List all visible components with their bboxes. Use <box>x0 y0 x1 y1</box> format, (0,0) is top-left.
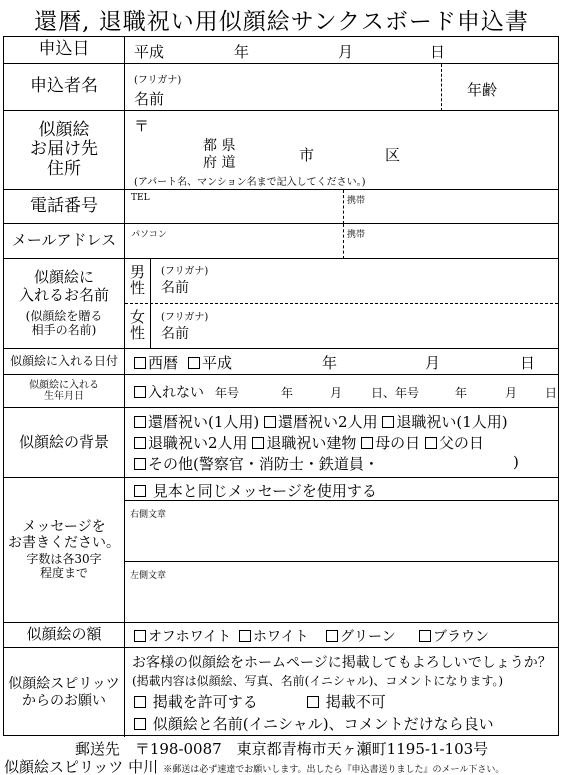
application-date-row <box>4 37 558 64</box>
left-message-label: 左側文章 <box>130 571 167 581</box>
application-date-label: 申込日 <box>4 37 125 63</box>
background-options <box>125 408 558 477</box>
m1-text: 月 <box>330 386 343 400</box>
frame-row <box>4 623 558 648</box>
bg-option-label: 還暦祝い(1人用) <box>148 413 260 431</box>
frame-green-checkbox[interactable] <box>326 626 396 646</box>
checkbox-square <box>134 485 146 497</box>
request-question: お客様の似顔絵をホームページに掲載してもよろしいでしょうか？ <box>132 655 552 671</box>
background-row <box>4 408 558 478</box>
frame-option-label: ブラウン <box>433 629 489 645</box>
birthdate-field[interactable] <box>125 375 558 407</box>
day-text: 日 <box>430 43 446 61</box>
phone-label: 電話番号 <box>4 190 125 223</box>
address-field[interactable] <box>125 111 558 189</box>
checkbox-square <box>425 437 437 449</box>
male-name-text: 名前 <box>161 280 189 296</box>
bg-option-label: 母の日 <box>375 434 421 452</box>
message-label-cell <box>4 478 125 622</box>
male-furigana: (フリガナ) <box>161 266 209 277</box>
background-line-1 <box>134 411 508 432</box>
heisei-label: 平成 <box>202 354 233 372</box>
female-furigana: (フリガナ) <box>161 312 209 323</box>
request-label: 似顔絵スピリッツ からのお願い <box>4 648 125 737</box>
y2-text: 年 <box>455 386 468 400</box>
checkbox-square <box>188 357 200 369</box>
checkbox-square <box>134 437 146 449</box>
mobile-email-field[interactable] <box>344 224 558 258</box>
bg-building-checkbox[interactable] <box>252 434 356 452</box>
request-content <box>125 648 558 737</box>
same-message-option[interactable] <box>125 478 558 501</box>
female-name-field[interactable] <box>152 303 558 349</box>
other-close-paren: ) <box>513 453 519 471</box>
allow-publish-label: 掲載を許可する <box>152 693 258 711</box>
portrait-date-row <box>4 349 558 375</box>
checkbox-square <box>134 718 146 730</box>
seireki-checkbox[interactable] <box>134 352 178 373</box>
era-text: 平成 <box>134 43 165 61</box>
frame-option-label: グリーン <box>340 629 396 645</box>
no-birthdate-checkbox[interactable] <box>134 382 204 402</box>
pc-text: パソコン <box>131 230 167 240</box>
checkbox-square <box>134 630 146 642</box>
checkbox-square <box>134 416 146 428</box>
footer-company-line <box>4 756 563 775</box>
applicant-age-field[interactable] <box>442 64 558 110</box>
bg-fathers-day-checkbox[interactable] <box>425 434 484 452</box>
background-line-3 <box>134 453 379 474</box>
frame-options <box>125 623 558 647</box>
deny-publish-checkbox[interactable] <box>307 691 386 712</box>
application-form <box>3 36 559 736</box>
checkbox-square <box>264 416 276 428</box>
bg-taishoku-2-checkbox[interactable] <box>134 434 248 452</box>
bg-option-label: その他(警察官・消防士・鉄道員・ <box>148 455 379 473</box>
left-message-field[interactable] <box>125 562 558 623</box>
partial-publish-label: 似顔絵と名前(イニシャル)、コメントだけなら良い <box>152 715 494 733</box>
birthdate-row <box>4 375 558 408</box>
d2-text: 日 <box>545 386 558 400</box>
portrait-names-sublabel: (似顔絵を贈る 相手の名前) <box>25 308 103 337</box>
age-text: 年齢 <box>467 81 498 99</box>
request-detail: (掲載内容は似顔絵、写真、名前(イニシャル)、コメントになります。) <box>132 674 504 688</box>
mobile-phone-field[interactable] <box>344 190 558 223</box>
male-label-cell <box>125 259 151 303</box>
tel-text: TEL <box>131 193 150 203</box>
right-message-label: 右側文章 <box>130 510 167 520</box>
bg-kanreki-1-checkbox[interactable] <box>134 413 259 431</box>
d1-text: 日、 <box>371 386 396 400</box>
portrait-names-row <box>4 259 558 349</box>
checkbox-square <box>382 416 394 428</box>
allow-publish-checkbox[interactable] <box>134 691 258 712</box>
checkbox-square <box>361 437 373 449</box>
checkbox-square <box>134 386 146 398</box>
partial-publish-checkbox[interactable] <box>134 713 494 734</box>
postal-mark: 〒 <box>134 117 150 135</box>
checkbox-square <box>307 696 319 708</box>
phone-row <box>4 190 558 224</box>
email-row <box>4 224 558 259</box>
bg-option-label: 退職祝い(1人用) <box>396 413 508 431</box>
female-name-text: 名前 <box>161 326 189 342</box>
bg-option-label: 父の日 <box>438 434 484 452</box>
tel-field[interactable] <box>125 190 343 223</box>
pc-email-field[interactable] <box>125 224 343 258</box>
day-text: 日 <box>520 354 536 372</box>
era1-text: 年号 <box>215 386 240 400</box>
birthdate-label: 似顔絵に入れる 生年月日 <box>4 375 125 407</box>
bg-taishoku-1-checkbox[interactable] <box>382 413 507 431</box>
prefecture-bottom-text: 府 道 <box>203 155 236 171</box>
address-label: 似顔絵 お届け先 住所 <box>4 111 125 189</box>
mailing-address: 郵送先 〒198-0087 東京都青梅市天ヶ瀬町1195-1-103号 <box>74 740 489 758</box>
applicant-row <box>4 64 558 111</box>
frame-offwhite-checkbox[interactable] <box>134 626 231 646</box>
background-line-2 <box>134 432 484 453</box>
mobile-text: 携帯 <box>347 196 366 206</box>
form-title: 還暦, 退職祝い用似顔絵サンクスボード申込書 <box>34 9 529 35</box>
checkbox-square <box>134 357 146 369</box>
city-text: 市 <box>299 146 315 164</box>
y1-text: 年 <box>281 386 294 400</box>
background-label: 似顔絵の背景 <box>4 408 125 477</box>
portrait-date-label: 似顔絵に入れる日付 <box>4 349 125 374</box>
checkbox-square <box>326 630 338 642</box>
message-note: 字数は各30字 程度まで <box>26 552 102 581</box>
female-label-cell <box>125 303 151 349</box>
frame-white-checkbox[interactable] <box>239 626 309 646</box>
portrait-date-field[interactable] <box>125 349 558 374</box>
address-note: (アパート名、マンション名まで記入してください。) <box>134 177 366 188</box>
same-message-label: 見本と同じメッセージを使用する <box>152 482 377 500</box>
bg-option-label: 退職祝い2人用 <box>148 434 248 452</box>
address-row <box>4 111 558 190</box>
checkbox-square <box>239 630 251 642</box>
application-date-field[interactable] <box>125 37 558 63</box>
bg-option-label: 退職祝い建物 <box>266 434 357 452</box>
month-text: 月 <box>338 43 354 61</box>
m2-text: 月 <box>505 386 518 400</box>
request-row <box>4 648 558 737</box>
bg-kanreki-2-checkbox[interactable] <box>264 413 378 431</box>
message-row <box>4 478 558 623</box>
right-message-field[interactable] <box>125 501 558 562</box>
email-label: メールアドレス <box>4 224 125 258</box>
bg-other-checkbox[interactable] <box>134 455 379 473</box>
message-label: メッセージを お書きください。 <box>8 519 120 552</box>
ward-text: 区 <box>385 146 401 164</box>
year-text: 年 <box>234 43 250 61</box>
era2-text: 年号 <box>395 386 420 400</box>
seireki-label: 西暦 <box>148 354 179 372</box>
bg-mothers-day-checkbox[interactable] <box>361 434 420 452</box>
frame-option-label: ホワイト <box>253 629 309 645</box>
mobile-email-text: 携帯 <box>347 230 366 240</box>
frame-label: 似顔絵の額 <box>4 623 125 647</box>
company-name: 似顔絵スピリッツ 中川 <box>4 758 159 775</box>
name-text: 名前 <box>134 90 165 108</box>
frame-option-label: オフホワイト <box>148 629 232 645</box>
portrait-names-label-cell <box>4 259 125 348</box>
heisei-checkbox[interactable] <box>188 352 232 373</box>
checkbox-square <box>134 696 146 708</box>
checkbox-square <box>134 458 146 470</box>
male-name-field[interactable] <box>152 259 558 303</box>
applicant-label: 申込者名 <box>4 64 125 110</box>
applicant-name-field[interactable] <box>125 64 441 110</box>
male-label: 男 性 <box>129 263 145 297</box>
frame-brown-checkbox[interactable] <box>419 626 489 646</box>
portrait-names-label: 似顔絵に 入れるお名前 <box>18 268 109 304</box>
footer-note: ※郵送は必ず速達でお願いします。出したら『申込書送りました』のメール下さい。 <box>163 765 505 775</box>
furigana-text: (フリガナ) <box>134 75 182 86</box>
deny-publish-label: 掲載不可 <box>325 693 386 711</box>
prefecture-top-text: 都 県 <box>203 138 236 154</box>
checkbox-square <box>419 630 431 642</box>
no-birthdate-label: 入れない <box>148 385 204 401</box>
bg-option-label: 還暦祝い2人用 <box>278 413 378 431</box>
month-text: 月 <box>425 354 441 372</box>
checkbox-square <box>252 437 264 449</box>
female-label: 女 性 <box>129 308 145 342</box>
year-text: 年 <box>322 354 338 372</box>
